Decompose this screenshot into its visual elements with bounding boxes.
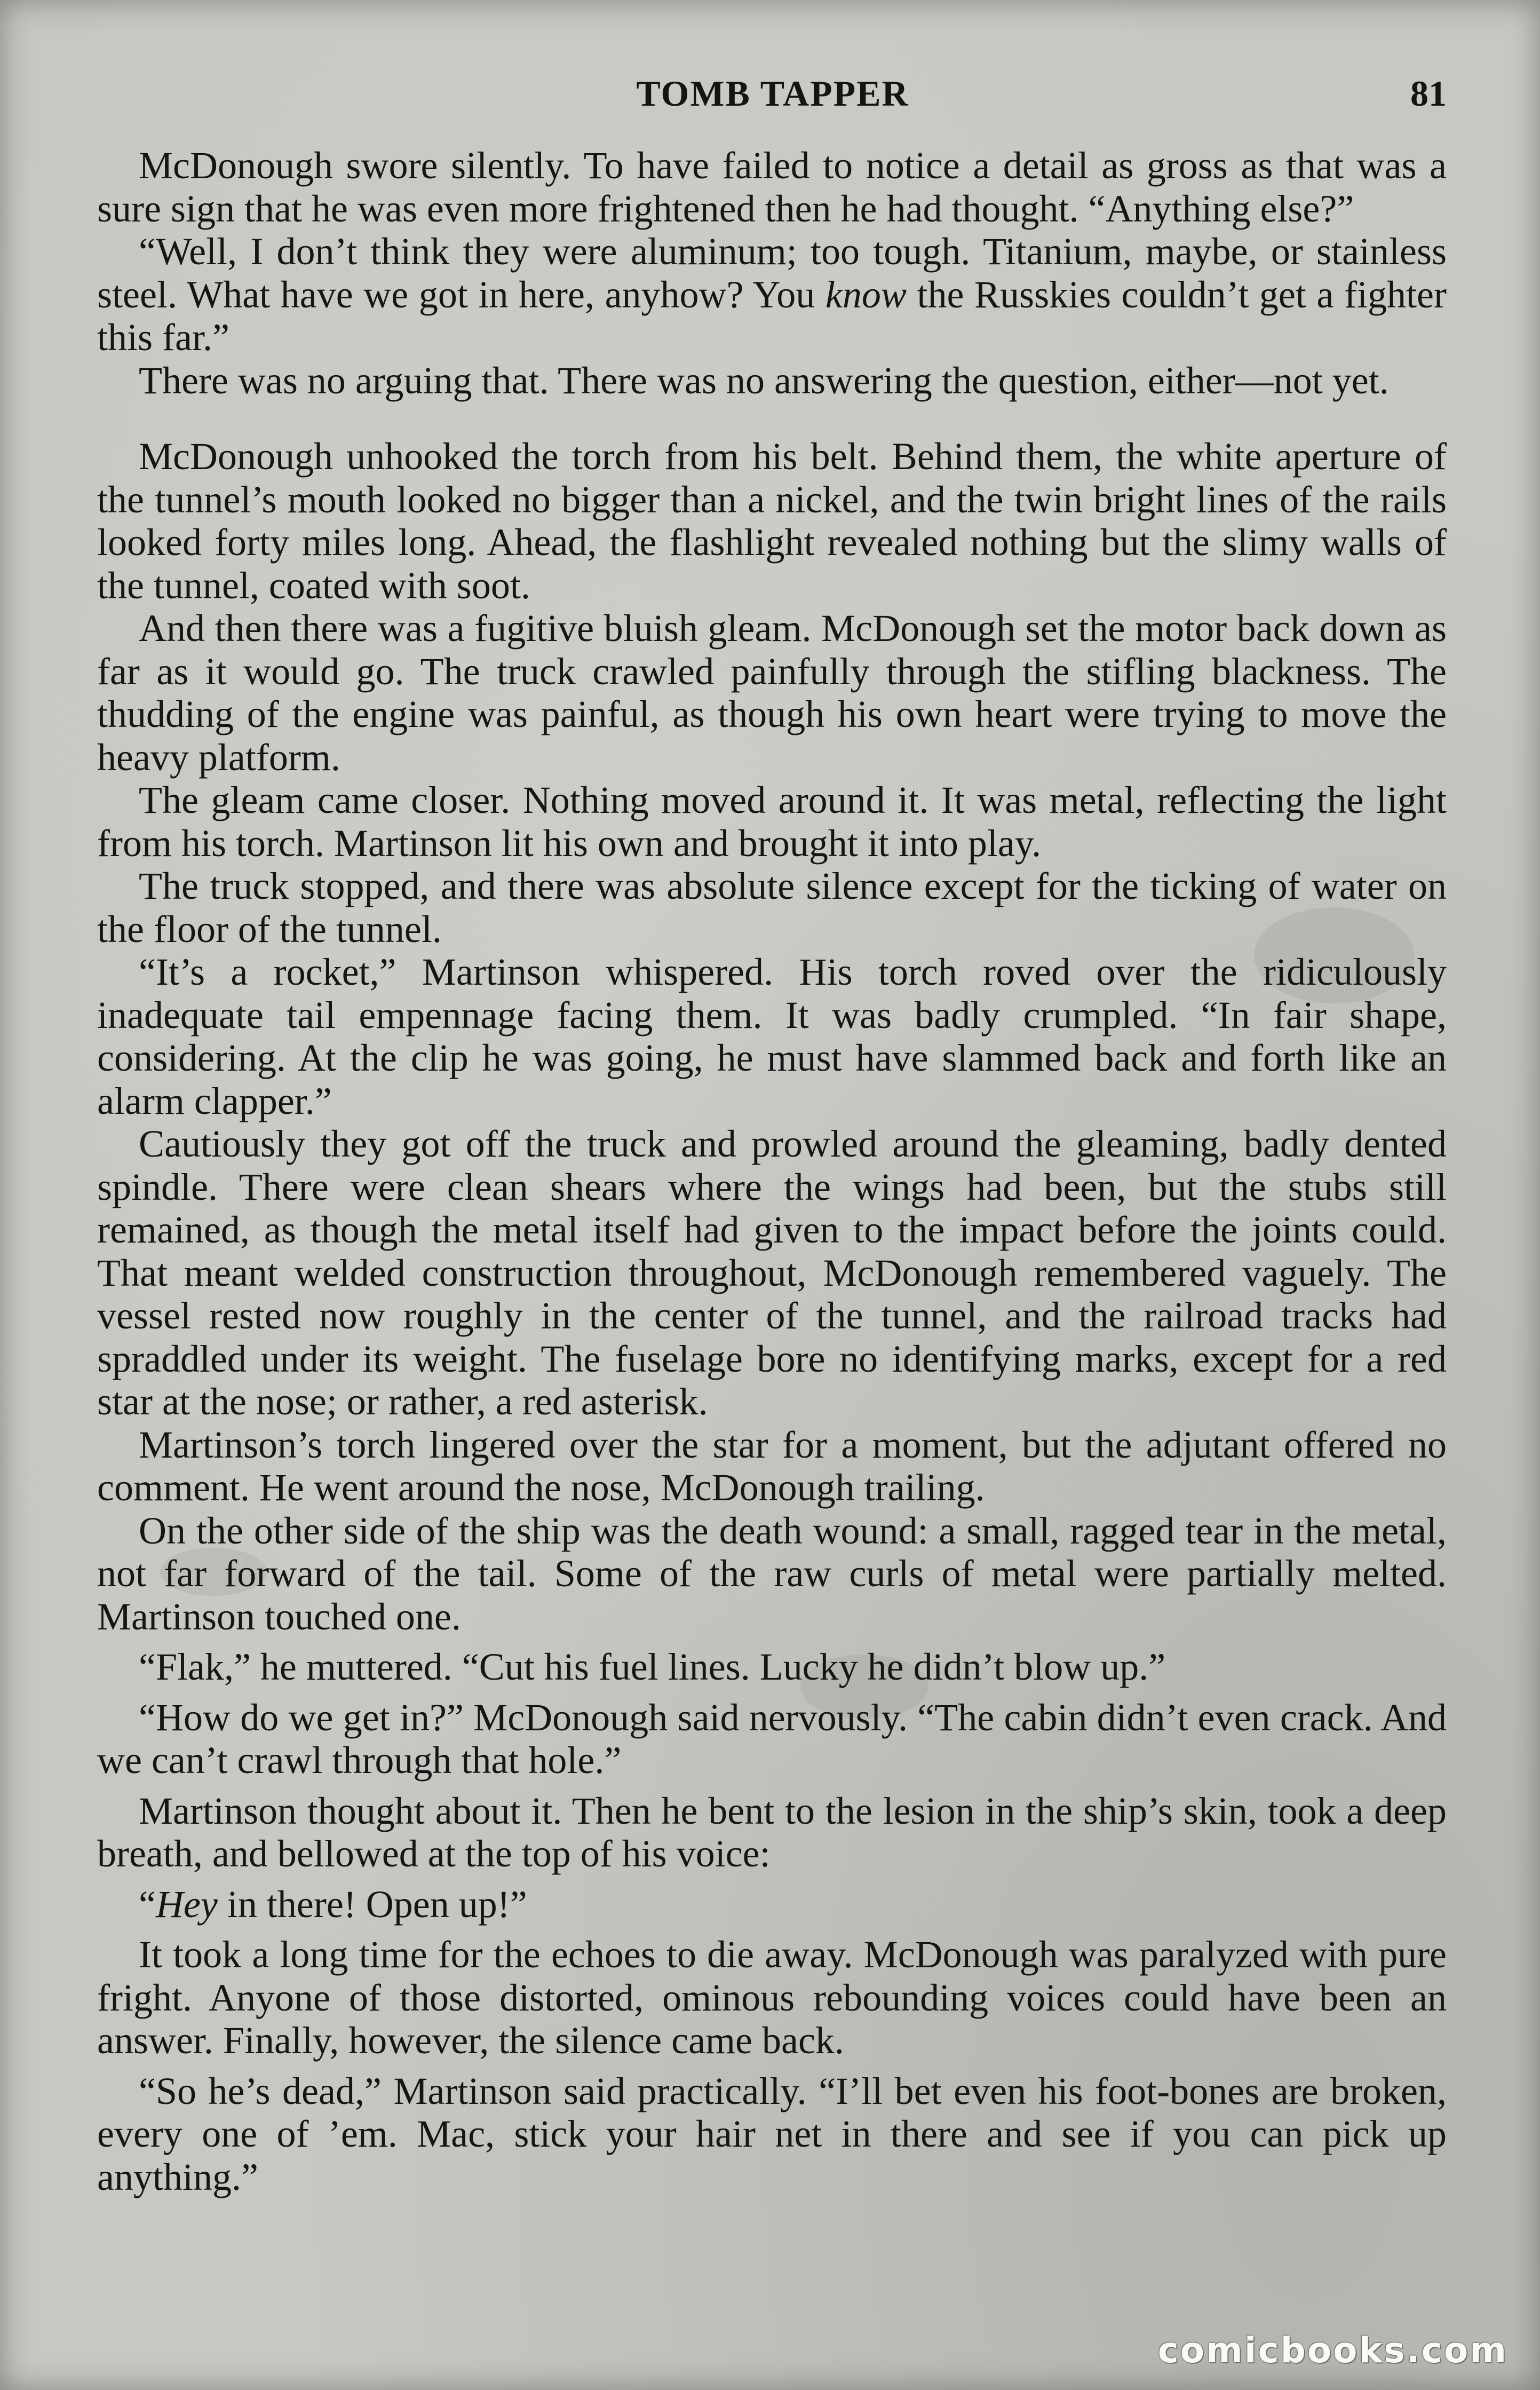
watermark: comicbooks.com xyxy=(1157,2330,1508,2371)
body-text xyxy=(97,144,1447,2198)
paragraph: Martinson thought about it. Then he bent to the lesion in the ship’s skin, took a deep breath, and bellowed at the top of his voice: xyxy=(97,1789,1447,1875)
paragraph-text: “ xyxy=(139,1882,156,1926)
paragraph: The truck stopped, and there was absolute silence except for the ticking of water on the floor of the tunnel. xyxy=(97,865,1447,951)
running-title: TOMB TAPPER xyxy=(636,73,909,114)
emphasis-text: know xyxy=(825,273,907,316)
page-number: 81 xyxy=(1410,73,1447,114)
paragraph: There was no arguing that. There was no answering the question, either—not yet. xyxy=(139,359,1389,402)
paragraph: “How do we get in?” McDonough said nervously. “The cabin didn’t even crack. And we can’t crawl through that hole.” xyxy=(97,1696,1447,1782)
paragraph: Martinson’s torch lingered over the star for a moment, but the adjutant offered no comment. He went around the nose, McDonough trailing. xyxy=(97,1423,1447,1509)
paragraph-text: the Russkies couldn’t get a fighter this far.” xyxy=(97,273,1447,359)
emphasis-text: Hey xyxy=(155,1882,218,1926)
paragraph: McDonough swore silently. To have failed to notice a detail as gross as that was a sure sign that he was even more frightened then he had thought. “Anything else?” xyxy=(97,144,1447,230)
paragraph: “So he’s dead,” Martinson said practically. “I’ll bet even his foot-bones are broken, every one of ’em. Mac, stick your hair net in there and see if you can pick up anything.” xyxy=(97,2069,1447,2198)
paragraph: On the other side of the ship was the death wound: a small, ragged tear in the metal, not far forward of the tail. Some of the raw curls of metal were partially melted. Martinson touched one. xyxy=(97,1509,1447,1638)
paragraph: It took a long time for the echoes to die away. McDonough was paralyzed with pure fright. Anyone of those distorted, ominous rebounding voices could have been an answer. Finally, however, the silence came back. xyxy=(97,1933,1447,2062)
paragraph-text: “Well, I don’t think they were aluminum; too tough. Titanium, maybe, or stainless steel. What have we got in here, anyhow? You xyxy=(97,230,1447,316)
paragraph: McDonough unhooked the torch from his belt. Behind them, the white aperture of the tunnel’s mouth looked no bigger than a nickel, and the twin bright lines of the rails looked forty miles long. Ahead, the flashlight revealed nothing but the slimy walls of the tunnel, coated with soot. xyxy=(97,435,1447,607)
paragraph: The gleam came closer. Nothing moved around it. It was metal, reflecting the light from his torch. Martinson lit his own and brought it into play. xyxy=(97,779,1447,865)
paragraph xyxy=(97,1883,1447,1926)
paragraph-text: in there! Open up!” xyxy=(217,1882,527,1926)
paragraph xyxy=(97,230,1447,359)
paragraph: “It’s a rocket,” Martinson whispered. His torch roved over the ridiculously inadequate tail empennage facing them. It was badly crumpled. “In fair shape, considering. At the clip he was going, he must have slammed back and forth like an alarm clapper.” xyxy=(97,951,1447,1122)
paragraph: Cautiously they got off the truck and prowled around the gleaming, badly dented spindle. There were clean shears where the wings had been, but the stubs still remained, as though the metal itself had given to the impact before the joints could. That meant welded construction throughout, McDonough remembered vaguely. The vessel rested now roughly in the center of the tunnel, and the railroad tracks had spraddled under its weight. The fuselage bore no identifying marks, except for a red star at the nose; or rather, a red asterisk. xyxy=(97,1122,1447,1423)
page-header xyxy=(99,73,1447,126)
paragraph: And then there was a fugitive bluish gleam. McDonough set the motor back down as far as it would go. The truck crawled painfully through the stifling blackness. The thudding of the engine was painful, as though his own heart were trying to move the heavy platform. xyxy=(97,607,1447,779)
paragraph: “Flak,” he muttered. “Cut his fuel lines. Lucky he didn’t blow up.” xyxy=(139,1645,1166,1688)
